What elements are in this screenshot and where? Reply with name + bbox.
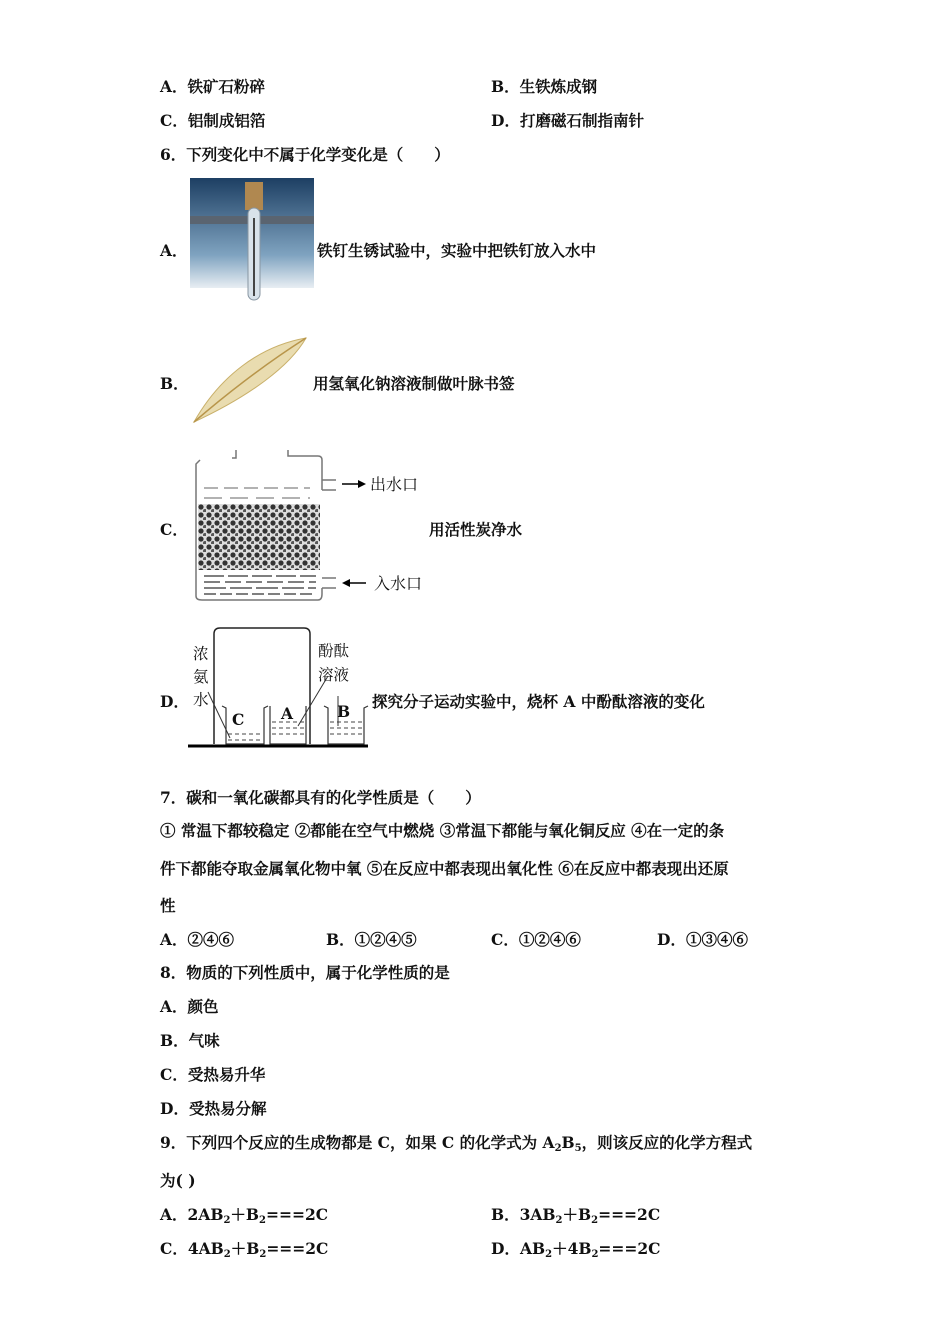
formula: 3AB: [519, 1205, 556, 1224]
option-text: 受热易分解: [188, 1099, 267, 1118]
q6-option-d-label: D．: [160, 692, 189, 711]
q8-option-a: [160, 997, 219, 1017]
option-label: C．: [160, 1065, 188, 1084]
outlet-label: 出水口: [370, 475, 419, 494]
option-text: 颜色: [187, 997, 219, 1016]
subscript: 2: [591, 1249, 599, 1260]
option-label: C．: [160, 1239, 188, 1258]
subscript: 2: [259, 1215, 266, 1226]
ammonia-label-1: 浓: [193, 645, 209, 663]
q9-option-b: [491, 1205, 660, 1225]
q7-option-a: [160, 930, 234, 950]
subscript: 2: [555, 1215, 563, 1226]
stem-text: ，则该反应的化学方程式: [581, 1133, 753, 1152]
q7-option-d: [657, 930, 748, 950]
q7-option-b: [326, 930, 417, 950]
q6-option-c-label: C．: [160, 520, 188, 539]
q5-option-b: [491, 77, 597, 97]
subscript: 2: [259, 1249, 267, 1260]
q8-option-c: [160, 1065, 265, 1085]
subscript: 2: [223, 1249, 231, 1260]
formula: ===2C: [266, 1205, 329, 1224]
subscript: 2: [545, 1249, 553, 1260]
option-label: D．: [657, 930, 686, 949]
beaker-a-label: A: [281, 704, 294, 723]
formula: 4AB: [187, 1239, 224, 1258]
option-label: B．: [326, 930, 355, 949]
formula: ＋4B: [552, 1239, 592, 1258]
q8-option-b: [160, 1031, 220, 1051]
option-label: D．: [160, 1099, 189, 1118]
formula: ＋B: [230, 1205, 260, 1224]
q5-option-c: [160, 111, 265, 131]
subscript: 2: [554, 1143, 562, 1154]
formula: ＋B: [230, 1239, 260, 1258]
option-label: C．: [491, 930, 519, 949]
q9-option-d: [491, 1239, 661, 1259]
inlet-label: 入水口: [374, 574, 423, 593]
option-text: ①②④⑥: [518, 930, 581, 949]
q6-stem: 6．下列变化中不属于化学变化是（ ）: [160, 145, 450, 164]
option-label: B．: [491, 77, 520, 96]
option-text: 打磨磁石制指南针: [519, 111, 644, 130]
q5-option-a: [160, 77, 265, 97]
option-label: A．: [160, 930, 188, 949]
subscript: 2: [223, 1215, 231, 1226]
beaker-c-label: C: [232, 710, 245, 729]
ammonia-label-2: 氨: [193, 668, 209, 686]
option-text: ①②④⑤: [354, 930, 417, 949]
formula: 2AB: [187, 1205, 224, 1224]
q6-option-a-label: A．: [160, 241, 188, 260]
option-text: ②④⑥: [187, 930, 235, 949]
iron-nail-test-tube-image: [190, 178, 314, 302]
stem-text: B: [561, 1133, 575, 1152]
q6-option-a-text: 铁钉生锈试验中，实验中把铁钉放入水中: [317, 241, 597, 260]
beaker-b-label: B: [337, 702, 351, 721]
option-label: D．: [491, 111, 520, 130]
q9-option-a: [160, 1205, 328, 1225]
q7-statement-line: ① 常温下都较稳定 ②都能在空气中燃烧 ③常温下都能与氧化铜反应 ④在一定的条: [160, 821, 725, 840]
option-text: 铁矿石粉碎: [187, 77, 266, 96]
formula: AB: [519, 1239, 546, 1258]
q6-option-c-text: 用活性炭净水: [429, 520, 523, 539]
q7-statement-line: 性: [160, 896, 176, 915]
subscript: 2: [591, 1215, 599, 1226]
q7-stem: 7．碳和一氧化碳都具有的化学性质是（ ）: [160, 788, 481, 807]
q6-option-d-text: 探究分子运动实验中，烧杯 A 中酚酞溶液的变化: [372, 692, 705, 711]
q8-option-d: [160, 1099, 266, 1119]
option-text: 受热易升华: [187, 1065, 266, 1084]
q9-option-c: [160, 1239, 328, 1259]
q7-statement-line: 件下都能夺取金属氧化物中氧 ⑤在反应中都表现出氧化性 ⑥在反应中都表现出还原: [160, 859, 729, 878]
ammonia-label-3: 水: [193, 691, 209, 709]
formula: ===2C: [598, 1205, 661, 1224]
option-label: C．: [160, 111, 188, 130]
q9-stem: [160, 1133, 752, 1153]
formula: ===2C: [266, 1239, 329, 1258]
formula: ===2C: [598, 1239, 661, 1258]
option-label: D．: [491, 1239, 520, 1258]
option-label: A．: [160, 77, 188, 96]
option-text: 气味: [188, 1031, 220, 1050]
q7-option-c: [491, 930, 581, 950]
q6-option-b-text: 用氢氧化钠溶液制做叶脉书签: [313, 374, 515, 393]
option-text: ①③④⑥: [685, 930, 748, 949]
leaf-vein-bookmark-image: [190, 336, 310, 426]
formula: ＋B: [562, 1205, 592, 1224]
option-label: A．: [160, 1205, 188, 1224]
phenolphthalein-label-1: 酚酞: [318, 642, 350, 660]
option-label: B．: [160, 1031, 189, 1050]
subscript: 5: [574, 1143, 582, 1154]
q8-stem: 8．物质的下列性质中，属于化学性质的是: [160, 963, 450, 982]
stem-text: 9．下列四个反应的生成物都是 C，如果 C 的化学式为 A: [160, 1133, 555, 1152]
q6-option-b-label: B．: [160, 374, 189, 393]
phenolphthalein-label-2: 溶液: [318, 666, 350, 684]
option-label: A．: [160, 997, 188, 1016]
q9-stem-line2: 为( ): [160, 1171, 196, 1190]
option-label: B．: [491, 1205, 520, 1224]
q5-option-d: [491, 111, 644, 131]
option-text: 铝制成铝箔: [187, 111, 266, 130]
option-text: 生铁炼成钢: [519, 77, 598, 96]
